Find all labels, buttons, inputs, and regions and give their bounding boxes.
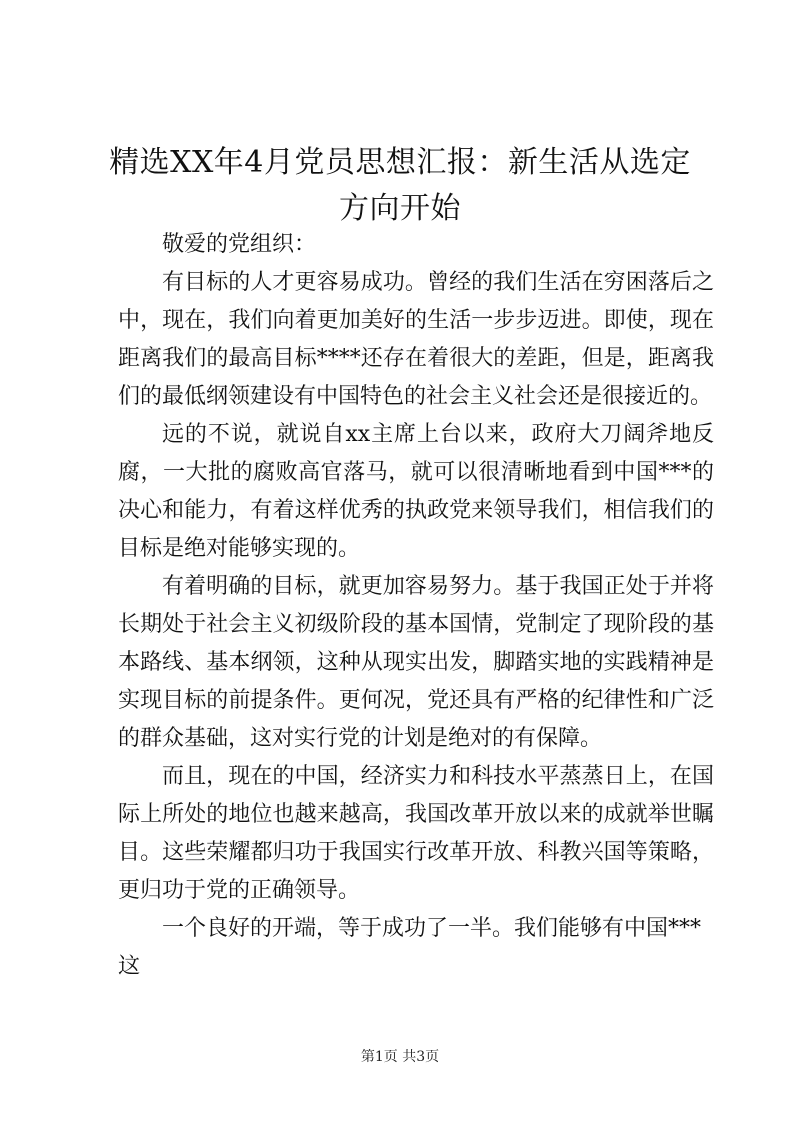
- title-line-2: 方向开始: [339, 191, 461, 226]
- title-line-1: 精选XX年4月党员思想汇报：新生活从选定: [109, 145, 691, 180]
- paragraph-1: 有目标的人才更容易成功。曾经的我们生活在穷困落后之中，现在，我们向着更加美好的生活一步步迈进。即使，现在距离我们的最高目标****还存在着很大的差距，但是，距离我们的最低纲领建设有中国特色的社会主义社会还是很接近的。: [118, 270, 714, 409]
- salutation: 敬爱的党组织：: [162, 232, 317, 257]
- paragraph-3: 有着明确的目标，就更加容易努力。基于我国正处于并将长期处于社会主义初级阶段的基本国情，党制定了现阶段的基本路线、基本纲领，这种从现实出发，脚踏实地的实践精神是实现目标的前提条件。更何况，党还具有严格的纪律性和广泛的群众基础，这对实行党的计划是绝对的有保障。: [118, 574, 714, 751]
- page-number-label: 第1页 共3页: [360, 1049, 440, 1065]
- paragraph-5: 一个良好的开端，等于成功了一半。我们能够有中国***这: [118, 916, 702, 979]
- document-body: [118, 226, 714, 986]
- page-footer: [0, 1048, 800, 1066]
- document-title: [100, 140, 700, 232]
- paragraph-4: 而且，现在的中国，经济实力和科技水平蒸蒸日上，在国际上所处的地位也越来越高，我国改革开放以来的成就举世瞩目。这些荣耀都归功于我国实行改革开放、科教兴国等策略，更归功于党的正确领导。: [118, 764, 714, 903]
- paragraph-2: 远的不说，就说自xx主席上台以来，政府大刀阔斧地反腐，一大批的腐败高官落马，就可以很清晰地看到中国***的决心和能力，有着这样优秀的执政党来领导我们，相信我们的目标是绝对能够实现的。: [118, 422, 714, 561]
